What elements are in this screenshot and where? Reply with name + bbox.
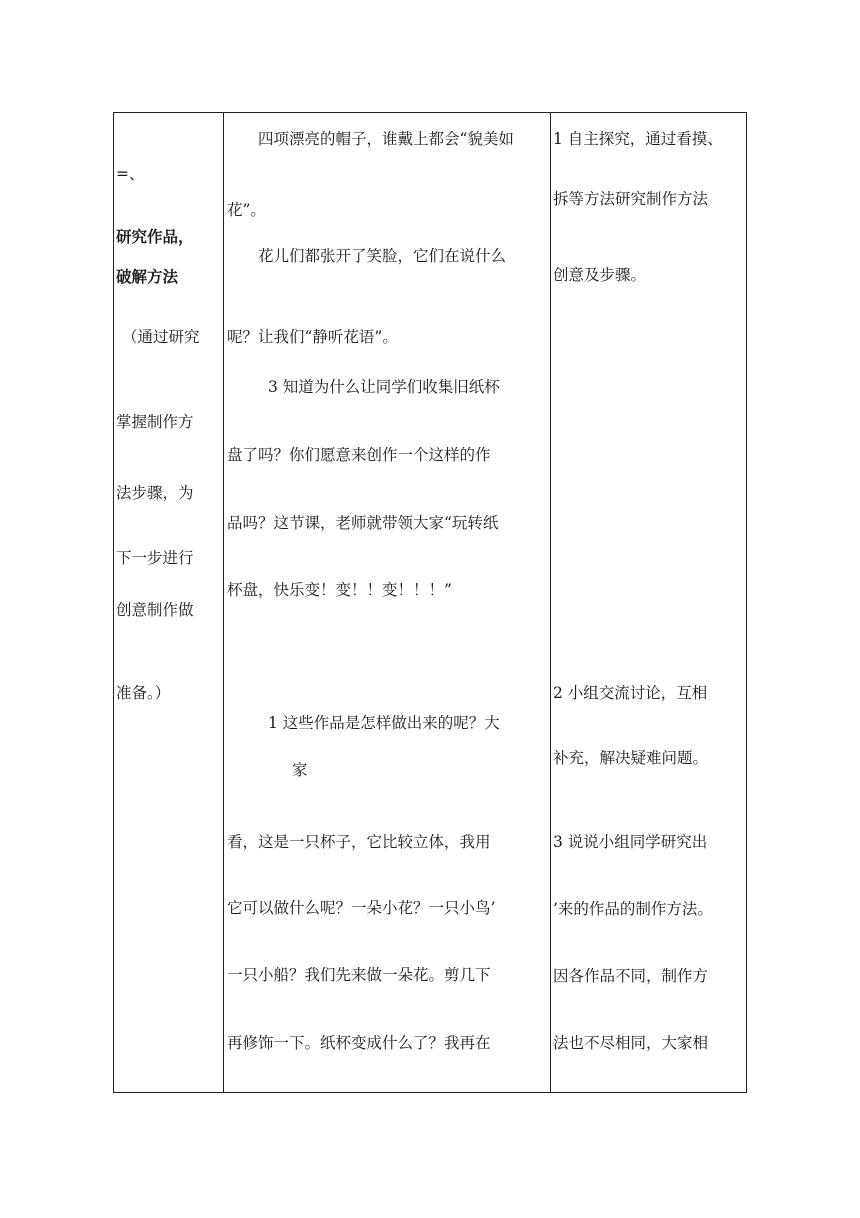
column-divider (550, 113, 551, 1092)
activity-line: 花儿们都张开了笑脸，它们在说什么 (258, 247, 507, 265)
student-line: 创意及步骤。 (553, 266, 647, 284)
stage-note-line: 下一步进行 (116, 549, 194, 567)
activity-line: 四项漂亮的帽子，谁戴上都会“貌美如 (258, 130, 514, 148)
activity-line: 杯盘，快乐变！变！！变！！！” (227, 581, 452, 599)
stage-note-line: （通过研究 (122, 328, 200, 346)
activity-line: 呢？让我们“静听花语”。 (227, 328, 398, 346)
student-line: 补充，解决疑难问题。 (553, 749, 709, 767)
activity-line: 看，这是一只杯子，它比较立体，我用 (227, 833, 491, 851)
student-line: 2 小组交流讨论，互相 (553, 684, 708, 702)
stage-note-line: 创意制作做 (116, 601, 194, 619)
stage-note-line: 准备。） (116, 684, 171, 702)
activity-line: 花”。 (227, 201, 266, 219)
stage-note-line: 掌握制作方 (116, 413, 194, 431)
activity-line: 1 这些作品是怎样做出来的呢？大 (268, 714, 500, 732)
column-divider (223, 113, 224, 1092)
stage-note-line: 法步骤，为 (116, 484, 194, 502)
student-line: 因各作品不同，制作方 (553, 967, 709, 985)
activity-line: 一只小船？我们先来做一朵花。剪几下 (227, 966, 491, 984)
activity-line: 家 (292, 761, 308, 779)
lesson-table (113, 112, 747, 1093)
stage-title-line: 破解方法 (116, 267, 179, 286)
stage-title-line: 研究作品， (116, 227, 194, 246)
activity-line: 3 知道为什么让同学们收集旧纸杯 (268, 378, 500, 396)
stage-number: =、 (116, 165, 145, 183)
student-line: ’来的作品的制作方法。 (553, 900, 713, 918)
student-line: 3 说说小组同学研究出 (553, 833, 708, 851)
activity-line: 再修饰一下。纸杯变成什么了？我再在 (227, 1034, 491, 1052)
student-line: 1 自主探究，通过看摸、 (553, 130, 723, 148)
student-line: 拆等方法研究制作方法 (553, 190, 709, 208)
activity-line: 它可以做什么呢？一朵小花？一只小鸟’ (227, 899, 496, 917)
student-line: 法也不尽相同，大家相 (553, 1034, 709, 1052)
activity-line: 盘了吗？你们愿意来创作一个这样的作 (227, 446, 491, 464)
activity-line: 品吗？这节课，老师就带领大家“玩转纸 (227, 514, 499, 532)
